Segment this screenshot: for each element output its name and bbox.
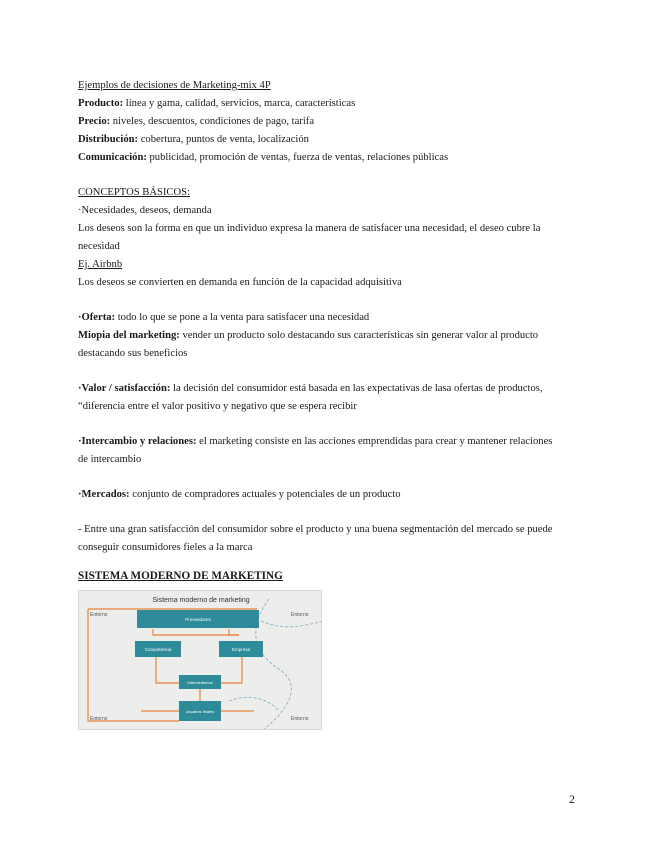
- demand-line: Los deseos se convierten en demanda en función de la capacidad adquisitiva: [78, 277, 402, 288]
- needs-line: ·Necesidades, deseos, demanda: [78, 205, 212, 216]
- mix-item-precio: Precio: niveles, descuentos, condiciones de pago, tarifa: [78, 116, 315, 127]
- desc-line-2: necesidad: [78, 241, 120, 252]
- environment-curve-top: [261, 621, 322, 627]
- environment-curve-bottom: [229, 697, 279, 711]
- label-intermediarios: Intermediarios: [187, 680, 213, 685]
- intercambio-line-2: de intercambio: [78, 454, 142, 465]
- section-title-sistema: SISTEMA MODERNO DE MARKETING: [78, 570, 283, 582]
- marketing-system-diagram: [78, 590, 322, 730]
- miopia-line: Miopia del marketing: vender un producto solo destacando sus características sin generar valor al producto: [78, 330, 539, 341]
- arrow-emp-inter: [221, 657, 242, 683]
- label-usuarios: Usuarios finales: [185, 709, 215, 714]
- valor-line-2: “diferencia entre el valor positivo y negativo que se espera recibir: [78, 401, 357, 412]
- label-entorno-top-left: Entorno: [90, 612, 108, 618]
- document-body: [78, 77, 588, 585]
- mix-item-distribucion: Distribución: cobertura, puntos de venta, localización: [78, 134, 309, 145]
- environment-curve-right: [256, 599, 292, 729]
- conclusion-line-1: - Entre una gran satisfacción del consumidor sobre el producto y una buena segmentación del mercado se puede: [78, 524, 553, 535]
- mix-item-comunicacion: Comunicación: publicidad, promoción de ventas, fuerza de ventas, relaciones públicas: [78, 152, 449, 163]
- arrow-prov-emp: [229, 629, 239, 635]
- conclusion-line-2: conseguir consumidores fieles a la marca: [78, 542, 253, 553]
- section-title-conceptos: CONCEPTOS BÁSICOS:: [78, 187, 190, 198]
- label-competencia: Competencia: [144, 647, 172, 652]
- desc-line-1: Los deseos son la forma en que un individuo expresa la manera de satisfacer una necesidad, el deseo cubre la: [78, 223, 541, 234]
- label-entorno-bottom-right: Entorno: [291, 716, 309, 722]
- label-empresa: Empresa: [231, 647, 251, 652]
- mix-item-producto: Producto: línea y gama, calidad, servicios, marca, características: [78, 98, 356, 109]
- section-title-marketing-mix: Ejemplos de decisiones de Marketing-mix 4P: [78, 80, 271, 91]
- diagram-title: Sistema moderno de marketing: [152, 597, 250, 604]
- page-number: 2: [569, 792, 575, 806]
- label-proveedores: Proveedores: [185, 617, 211, 622]
- valor-line: ·Valor / satisfacción: la decisión del consumidor está basada en las expectativas de lasa ofertas de productos,: [78, 383, 543, 394]
- mercados-line: ·Mercados: conjunto de compradores actuales y potenciales de un producto: [78, 489, 401, 500]
- arrow-prov-comp: [153, 629, 159, 635]
- arrow-comp-inter: [156, 657, 179, 683]
- label-entorno-top-right: Entorno: [291, 612, 309, 618]
- diagram-svg: [79, 591, 322, 730]
- label-entorno-bottom-left: Entorno: [90, 716, 108, 722]
- example-airbnb: Ej. Airbnb: [78, 259, 123, 270]
- oferta-line: ·Oferta: todo lo que se pone a la venta para satisfacer una necesidad: [78, 312, 370, 323]
- miopia-line-2: destacando sus beneficios: [78, 348, 188, 359]
- intercambio-line: ·Intercambio y relaciones: el marketing consiste en las acciones emprendidas para crear y mantener relaciones: [78, 436, 553, 447]
